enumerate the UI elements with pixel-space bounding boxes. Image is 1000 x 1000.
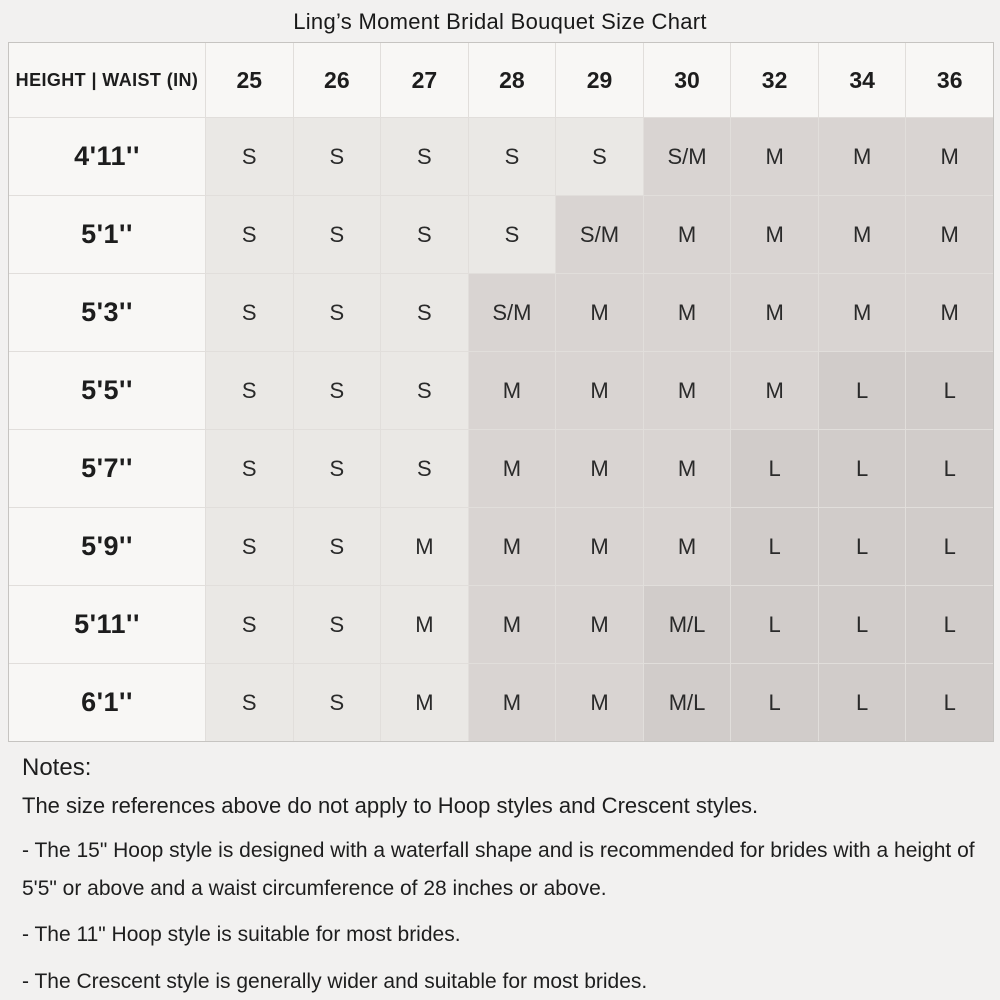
size-cell: L [906,352,993,429]
waist-column-header: 28 [469,43,556,117]
size-cell: L [731,508,818,585]
size-cell: S [294,664,381,741]
size-cell: S [206,274,293,351]
size-cell: M [469,586,556,663]
size-cell: M [469,430,556,507]
size-cell: M/L [644,586,731,663]
waist-column-header: 25 [206,43,293,117]
size-cell: M [556,664,643,741]
waist-column-header: 34 [819,43,906,117]
size-cell: M [556,274,643,351]
size-cell: S [206,196,293,273]
size-cell: M [644,274,731,351]
size-cell: S [381,118,468,195]
height-row-header: 6'1'' [9,664,205,741]
note-intro-line: The size references above do not apply to Hoop styles and Crescent styles. [22,793,759,818]
height-row-header: 4'11'' [9,118,205,195]
size-cell: M [731,118,818,195]
size-cell: L [731,664,818,741]
size-cell: M [381,508,468,585]
size-cell: M [556,586,643,663]
size-cell: L [819,664,906,741]
size-cell: S [294,118,381,195]
size-cell: M [819,274,906,351]
note-line-crescent: - The Crescent style is generally wider and suitable for most brides. [22,969,648,993]
size-cell: L [819,508,906,585]
waist-column-header: 29 [556,43,643,117]
chart-title: Ling’s Moment Bridal Bouquet Size Chart [293,9,707,34]
size-cell: M [819,118,906,195]
notes-heading: Notes: [22,754,92,781]
size-cell: S [381,274,468,351]
size-cell: L [731,586,818,663]
size-cell: M [556,430,643,507]
height-row-header: 5'9'' [9,508,205,585]
size-cell: S [381,430,468,507]
size-cell: S [206,430,293,507]
waist-column-header: 26 [294,43,381,117]
size-cell: L [819,586,906,663]
size-cell: S [556,118,643,195]
note-line-hoop-15: - The 15" Hoop style is designed with a waterfall shape and is recommended for brides with a height of 5'5" or above and a waist circumference of 28 inches or above. [22,838,975,901]
size-cell: S [206,352,293,429]
size-cell: L [906,430,993,507]
size-cell: L [906,586,993,663]
size-cell: S [294,352,381,429]
size-cell: M [731,352,818,429]
size-cell: S [206,118,293,195]
size-cell: M [381,586,468,663]
size-cell: S [206,586,293,663]
size-cell: S [294,196,381,273]
size-cell: M [906,196,993,273]
size-cell: M [644,508,731,585]
size-table [8,42,994,742]
size-cell: M [644,430,731,507]
waist-column-header: 27 [381,43,468,117]
notes-section [22,754,984,1000]
size-cell: S/M [469,274,556,351]
size-cell: M [644,196,731,273]
height-row-header: 5'7'' [9,430,205,507]
size-cell: M [906,274,993,351]
size-cell: M [381,664,468,741]
waist-column-header: 32 [731,43,818,117]
size-cell: S/M [644,118,731,195]
size-cell: M [906,118,993,195]
height-row-header: 5'5'' [9,352,205,429]
size-cell: M [731,274,818,351]
size-cell: L [906,508,993,585]
size-cell: M [556,352,643,429]
size-cell: S [206,508,293,585]
size-cell: M [469,508,556,585]
size-cell: M [469,664,556,741]
size-cell: S [294,430,381,507]
size-cell: M [556,508,643,585]
size-cell: S [294,508,381,585]
size-cell: M [819,196,906,273]
size-cell: S [294,586,381,663]
height-row-header: 5'3'' [9,274,205,351]
note-line-hoop-11: - The 11" Hoop style is suitable for most brides. [22,923,461,947]
size-cell: M [731,196,818,273]
size-cell: L [731,430,818,507]
size-cell: S [469,196,556,273]
height-row-header: 5'1'' [9,196,205,273]
height-row-header: 5'11'' [9,586,205,663]
size-cell: M [469,352,556,429]
corner-header: HEIGHT | WAIST (IN) [9,43,205,117]
size-cell: S [206,664,293,741]
waist-column-header: 36 [906,43,993,117]
size-cell: L [819,352,906,429]
size-cell: S [294,274,381,351]
size-cell: M/L [644,664,731,741]
size-cell: S [381,196,468,273]
size-cell: S [381,352,468,429]
size-cell: L [906,664,993,741]
waist-column-header: 30 [644,43,731,117]
size-cell: S [469,118,556,195]
size-cell: L [819,430,906,507]
size-cell: S/M [556,196,643,273]
size-cell: M [644,352,731,429]
